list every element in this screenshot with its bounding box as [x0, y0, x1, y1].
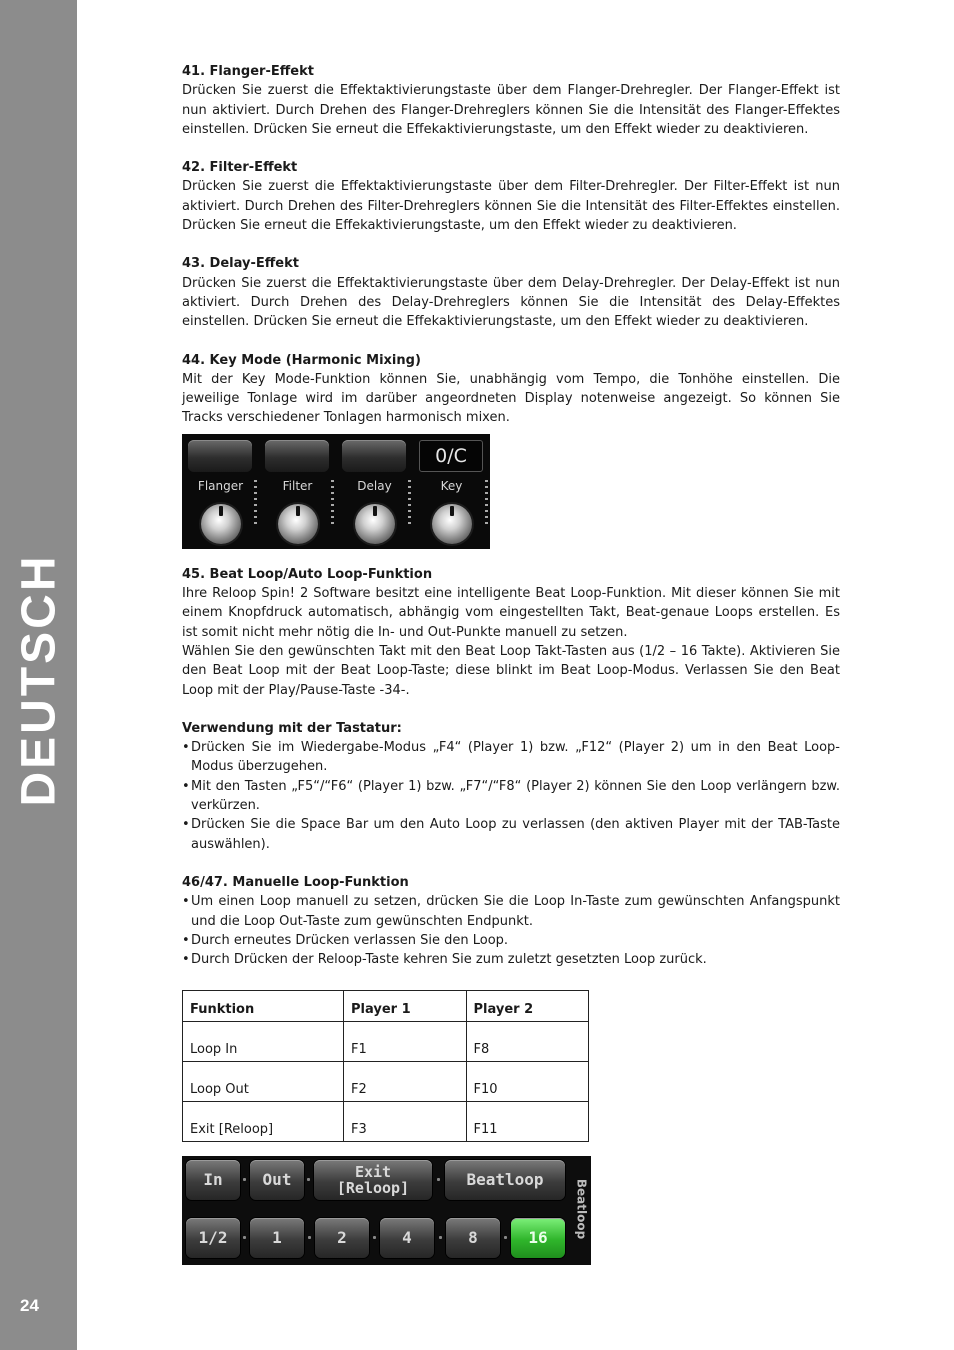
separator-dot: [437, 1178, 440, 1181]
flanger-unit: [182, 434, 259, 549]
flanger-activate-button[interactable]: [188, 440, 252, 472]
beatloop-side-label: Beatloop: [574, 1179, 589, 1240]
key-label: Key: [440, 478, 463, 493]
section-body: Mit der Key Mode-Funktion können Sie, unabhängig vom Tempo, die Tonhöhe einstellen. Die jeweilige Tonlage wird im darüber angeordneten Display notenweise angezeigt. So können Sie Tracks verschiedener Tonlagen harmonisch mixen.: [182, 371, 840, 426]
table-cell: F1: [344, 1022, 466, 1062]
reloop-label: [Reloop]: [336, 1179, 410, 1198]
exit-reloop-button[interactable]: [314, 1160, 432, 1200]
section-heading: Verwendung mit der Tastatur:: [182, 720, 402, 736]
loop-size-2-button[interactable]: 2: [315, 1218, 369, 1258]
section-heading: 44. Key Mode (Harmonic Mixing): [182, 352, 421, 368]
level-dots: [408, 480, 411, 526]
filter-label: Filter: [282, 478, 313, 493]
section-44: [182, 351, 840, 428]
separator-dot: [504, 1236, 507, 1239]
main-content: [182, 62, 840, 1265]
separator-dot: [243, 1236, 246, 1239]
loop-size-16-button[interactable]: 16: [511, 1218, 565, 1258]
table-cell: F2: [344, 1062, 466, 1102]
separator-dot: [439, 1236, 442, 1239]
table-cell: Loop In: [183, 1022, 344, 1062]
section-body: Wählen Sie den gewünschten Takt mit den Beat Loop Takt-Tasten aus (1/2 – 16 Takte). Aktivieren Sie den Beat Loop mit der Beat Loop-Taste; diese blinkt im Beat Loop-Modus. Verlassen Sie den Beat Loop mit der Play/Pause-Taste -34-.: [182, 643, 840, 698]
page-number: 24: [20, 1296, 39, 1315]
loop-size-half-button[interactable]: 1/2: [186, 1218, 240, 1258]
section-heading: 43. Delay-Effekt: [182, 256, 299, 272]
table-cell: Exit [Reloop]: [183, 1102, 344, 1142]
key-unit: [413, 434, 490, 549]
section-body: Drücken Sie zuerst die Effektaktivierungstaste über dem Flanger-Drehregler. Der Flanger-Effekt ist nun aktiviert. Durch Drehen des Flanger-Drehreglers können Sie die Intensität des Flanger-Effektes einstellen. Drücken Sie erneut die Effekaktivierungstaste, um den Effekt wieder zu deaktivieren.: [182, 83, 840, 137]
separator-dot: [243, 1178, 246, 1181]
filter-unit: [259, 434, 336, 549]
delay-unit: [336, 434, 413, 549]
table-header-row: [183, 991, 589, 1022]
language-label: DEUTSCH: [12, 553, 66, 807]
list-item: • Mit den Tasten „F5“/“F6“ (Player 1) bzw. „F7“/“F8“ (Player 2) können Sie den Loop verlängern bzw. verkürzen.: [182, 777, 840, 816]
list-item: • Durch erneutes Drücken verlassen Sie den Loop.: [182, 931, 840, 950]
loop-size-4-button[interactable]: 4: [380, 1218, 434, 1258]
list-item: • Um einen Loop manuell zu setzen, drücken Sie die Loop In-Taste zum gewünschten Anfangspunkt und die Loop Out-Taste zum gewünschten Endpunkt.: [182, 892, 840, 931]
exit-label: Exit: [354, 1163, 392, 1182]
table-header: Funktion: [183, 991, 344, 1022]
table-cell: F3: [344, 1102, 466, 1142]
table-row: [183, 1022, 589, 1062]
key-display: 0/C: [419, 440, 483, 472]
flanger-knob[interactable]: [201, 504, 241, 544]
loop-size-8-button[interactable]: 8: [446, 1218, 500, 1258]
section-heading: 42. Filter-Effekt: [182, 160, 298, 176]
table-header: Player 1: [344, 991, 466, 1022]
bullet-list: [182, 892, 840, 969]
flanger-label: Flanger: [197, 478, 244, 493]
section-43: [182, 254, 840, 331]
delay-label: Delay: [357, 478, 392, 493]
section-41: [182, 62, 840, 139]
key-knob[interactable]: [432, 504, 472, 544]
list-item: • Drücken Sie im Wiedergabe-Modus „F4“ (Player 1) bzw. „F12“ (Player 2) um in den Beat Loop-Modus überzugehen.: [182, 738, 840, 777]
delay-knob[interactable]: [355, 504, 395, 544]
separator-dot: [308, 1236, 311, 1239]
loop-size-1-button[interactable]: 1: [250, 1218, 304, 1258]
effects-panel-screenshot: [182, 434, 490, 549]
table-cell: Loop Out: [183, 1062, 344, 1102]
beatloop-button[interactable]: Beatloop: [445, 1160, 565, 1200]
loop-in-button[interactable]: In: [186, 1160, 240, 1200]
separator-dot: [373, 1236, 376, 1239]
bullet-list: [182, 738, 840, 854]
section-45: [182, 565, 840, 700]
section-heading: 46/47. Manuelle Loop-Funktion: [182, 874, 409, 890]
list-item: • Drücken Sie die Space Bar um den Auto Loop zu verlassen (den aktiven Player mit der TAB-Taste auswählen).: [182, 815, 840, 854]
loop-panel-screenshot: [182, 1156, 591, 1265]
list-item: • Durch Drücken der Reloop-Taste kehren Sie zum zuletzt gesetzten Loop zurück.: [182, 950, 840, 969]
section-body: Drücken Sie zuerst die Effektaktivierungstaste über dem Filter-Drehregler. Der Filter-Effekt ist nun aktiviert. Durch Drehen des Filter-Drehreglers können Sie die Intensität des Filter-Effektes einstellen. Drücken Sie erneut die Effekaktivierungstaste, um den Effekt wieder zu deaktivieren.: [182, 179, 840, 234]
keyboard-usage: [182, 719, 840, 854]
level-dots: [254, 480, 257, 526]
filter-knob[interactable]: [278, 504, 318, 544]
table-row: [183, 1102, 589, 1142]
level-dots: [331, 480, 334, 526]
table-row: [183, 1062, 589, 1102]
section-body: Ihre Reloop Spin! 2 Software besitzt eine intelligente Beat Loop-Funktion. Mit dieser können Sie mit einem Knopfdruck automatisch, abhängig vom eingestellten Takt, Beat-genaue Loops erstellen. Es ist somit nicht mehr nötig die In- und Out-Punkte manuell zu setzen.: [182, 586, 840, 640]
key-table: [182, 990, 589, 1142]
section-heading: 45. Beat Loop/Auto Loop-Funktion: [182, 566, 433, 582]
table-cell: F10: [466, 1062, 589, 1102]
section-heading: 41. Flanger-Effekt: [182, 64, 314, 79]
separator-dot: [307, 1178, 310, 1181]
loop-out-button[interactable]: Out: [250, 1160, 304, 1200]
section-46-47: [182, 873, 840, 969]
table-cell: F11: [466, 1102, 589, 1142]
sidebar: [0, 0, 77, 1350]
filter-activate-button[interactable]: [265, 440, 329, 472]
table-header: Player 2: [466, 991, 589, 1022]
delay-activate-button[interactable]: [342, 440, 406, 472]
section-body: Drücken Sie zuerst die Effektaktivierungstaste über dem Delay-Drehregler. Der Delay-Effekt ist nun aktiviert. Durch Drehen des Delay-Drehreglers können Sie die Intensität des Delay-Effektes einstellen. Drücken Sie erneut die Effekaktivierungstaste, um den Effekt wieder zu deaktivieren.: [182, 275, 840, 330]
table-cell: F8: [466, 1022, 589, 1062]
level-dots: [485, 480, 488, 526]
section-42: [182, 158, 840, 235]
